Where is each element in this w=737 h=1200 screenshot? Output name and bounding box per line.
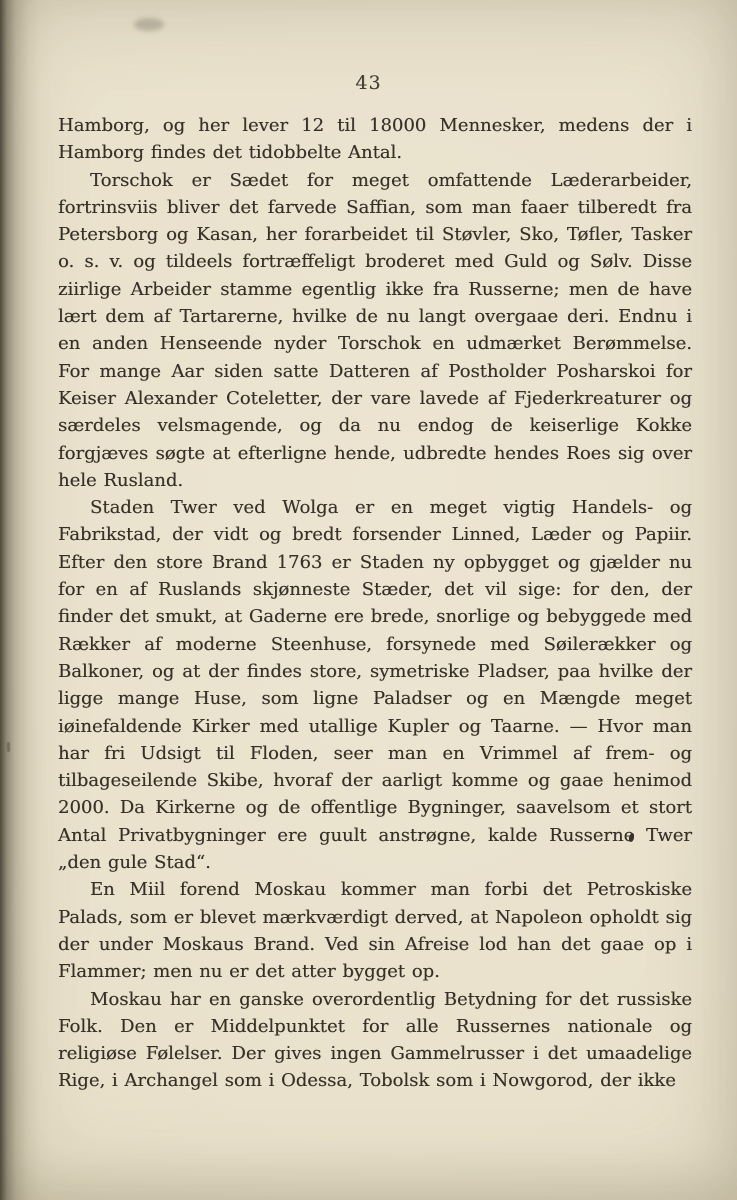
page-number: 43 bbox=[355, 72, 382, 94]
paragraph-torschok: Torschok er Sædet for meget omfattende Læderarbeider, fortrinsviis bliver det farvede Saffian, som man faaer tilberedt fra Petersborg og Kasan, her forarbeidet til Støvler, Sko, Tøfler, Tasker o. s. v. og tildeels fortræffeligt broderet med Guld og Sølv. Disse ziirlige Arbeider stamme egentlig ikke fra Russerne; men de have lært dem af Tartarerne, hvilke de nu langt overgaae deri. Endnu i en anden Henseende nyder Torschok en udmærket Berømmelse. For mange Aar siden satte Datteren af Postholder Posharskoi for Keiser Alexander Coteletter, der vare lavede af Fjederkreaturer og særdeles velsmagende, og da nu endog de keiserlige Kokke forgjæves søgte at efterligne hende, udbredte hendes Roes sig over hele Rusland. bbox=[58, 169, 692, 491]
paragraph-twer: Staden Twer ved Wolga er en meget vigtig Handels- og Fabrikstad, der vidt og bredt forsender Linned, Læder og Papiir. Efter den store Brand 1763 er Staden ny opbygget og gjælder nu for en af Ruslands skjønneste Stæder, det vil sige: for den, der finder det smukt, at Gaderne ere brede, snorlige og bebyggede med Rækker af moderne Steenhuse, forsynede med Søilerækker og Balkoner, og at der findes store, symetriske Pladser, paa hvilke der ligge mange Huse, som ligne Paladser og en Mængde meget iøinefaldende Kirker med utallige Kupler og Taarne. — Hvor man har fri Udsigt til Floden, seer man en Vrimmel af frem- og tilbageseilende Skibe, hvoraf der aarligt komme og gaae henimod 2000. Da Kirkerne og de offentlige Bygninger, saavelsom et stort Antal Privatbygninger ere guult anstrøgne, kalde Russerne Twer „den gule Stad“. bbox=[58, 497, 692, 874]
scan-smudge-artifact bbox=[134, 18, 164, 31]
margin-mark-artifact bbox=[7, 742, 10, 752]
paragraph-petrovsky-palace: En Miil forend Moskau kommer man forbi det Petroskiske Palads, som er blevet mærkværdigt derved, at Napoleon opholdt sig der under Moskaus Brand. Ved sin Afreise lod han det gaae op i Flammer; men nu er det atter bygget op. bbox=[58, 879, 692, 983]
paragraph-moskau: Moskau har en ganske overordentlig Betydning for det russiske Folk. Den er Middelpunktet for alle Russernes nationale og religiøse Følelser. Der gives ingen Gammelrusser i det umaadelige Rige, i Archangel som i Odessa, Tobolsk som i Nowgorod, der ikke bbox=[58, 988, 692, 1092]
book-gutter-shadow bbox=[0, 0, 52, 1200]
body-text-block bbox=[58, 112, 692, 1095]
paragraph-continuation: Hamborg, og her lever 12 til 18000 Mennesker, medens der i Hamborg findes det tidobbelte Antal. bbox=[58, 115, 692, 164]
